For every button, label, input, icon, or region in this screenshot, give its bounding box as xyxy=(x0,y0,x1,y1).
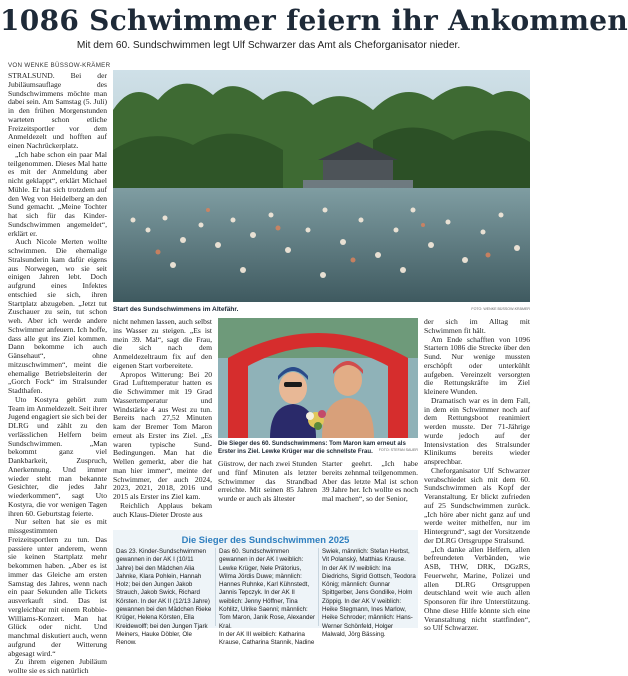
results-column-1: Das 23. Kinder-Sundschwimmen gewannen in der AK I (10/11 Jahre) bei den Mädchen Alia Jahnke, Klara Pohlein, Hannah Holz; bei den Jungen Jakob Strauch, Jakob Swick, Richard Körsten. In der AK II (12/13 Jahre) gewannen bei den Mädchen Rieke Krüger, Helena Körsten, Ella Kreidewolff; bei den Jungen Tjark Meiners, Hauke Döbler, Ole Renow. xyxy=(116,548,212,647)
swim-start-photo xyxy=(113,70,530,302)
paragraph: Reichlich Applaus bekam auch Klaus-Dieter Droste aus xyxy=(113,500,212,519)
paragraph: Zu ihrem eigenen Jubiläum wollte sie es sich natürlich xyxy=(8,657,107,675)
article-column-3 xyxy=(218,460,317,524)
paragraph: nicht nehmen lassen, auch selbst ins Wasser zu steigen. „Es ist mein 39. Mal“, sagt die Frau, die sich nach dem Anmeldezeltraum fix auf den eigenen Start vorbereitete. xyxy=(113,317,212,370)
paragraph: STRALSUND. Bei der Jubiläumsauflage des Sundschwimmens möchte man dabei sein. Am Samstag (5. Juli) in den frühen Morgenstunden warteten schon etliche Freizeitsportler vor dem Anmeldezelt und hofften auf einen Nachrückerplatz. xyxy=(8,71,107,150)
headline: 1086 Schwimmer feiern ihr Ankommen xyxy=(0,4,628,37)
paragraph: Nur selten hat sie es mit missgestimmten Freizeitsportlern zu tun. Das passiere unter anderem, wenn sie keinen Startplatz mehr bekommen haben. „Aber es ist immer das Gleiche am ersten Samstag des Jahres, wenn nach ein paar Sekunden alle Tickets ausverkauft sind. Das ist vergleichbar mit einem Robbie-Williams-Konzert. Man hat Glück oder nicht. Und manchmal diskutiert auch, wenn aufgrund der Witterung abgesagt wird.“ xyxy=(8,517,107,658)
results-title: Die Sieger des Sundschwimmen 2025 xyxy=(181,534,350,545)
byline: VON WENKE BÜSSOW-KRÄMER xyxy=(8,62,111,69)
paragraph: Apropos Witterung: Bei 20 Grad Lufttemperatur hatten es die Schwimmer mit 19 Grad Wassertemperatur und Windstärke 4 aus West zu tun. Bereits nach 27,52 Minuten kam der Bremer Tom Maron erneut als Erster ins Ziel. „Es waren typische Sund-Bedingungen. Man hat die Wellen gemerkt, aber die hat man hier immer“, meinte der Schwimmer, der auch 2024, 2023, 2021, 2018, 2016 und 2015 als Erster ins Ziel kam. xyxy=(113,369,212,501)
paragraph: der sich im Alltag mit Schwimmen fit hält. xyxy=(424,317,530,335)
results-column-2: Das 60. Sundschwimmen gewannen in der AK I weiblich: Lewke Krüger, Nele Prätorius, Wilma Jördis Duwe; männlich: Hannes Ruhnke, Karl Kühnstedt, Jannis Tepczyk. In der AK II weiblich: Jenny Höffner, Tina Kohlitz, Ulrike Saenni; männlich: Tom Maron, Janik Rose, Alexander Kral. In der AK III weiblich: Katharina Krause, Catharina Stannik, Nadine xyxy=(219,548,315,647)
article-column-1 xyxy=(8,71,107,675)
results-column-3: Swiek, männlich: Stefan Herbst, Vit Polanský, Matthias Krause. In der AK IV weiblich: Ina Diedrichs, Sigrid Gottsch, Teodora König; männlich: Gunnar Spittgerber, Jens Gondilke, Holm Zöppig. In der AK V weiblich: Heike Stegmann, Ines Marlow, Heike Schroder; männlich: Hans-Werner Schönfeld, Holger Malwald, Jörg Bässing. xyxy=(322,548,416,638)
paragraph: Dramatisch war es in dem Fall, in dem ein Schwimmer noch auf dem Rettungsboot reanimiert werden musste. Der 71-Jährige wurde jedoch auf der Intensivstation des Stralsunder Klinikums bereits wieder ansprechbar. xyxy=(424,395,530,466)
paragraph: „Ich habe schon ein paar Mal teilgenommen. Dieses Mal hatte es mit der Anmeldung aber nicht geklappt“, erklärt Michael Mühle. Er hat sich trotzdem auf den Weg von Heidelberg an den Sund gemacht. „Meine Tochter hat sich für das Kinder-Sundschwimmen angemeldet“, erklärt er. xyxy=(8,149,107,238)
paragraph: Auch Nicole Merten wollte schwimmen. Die ehemalige Stralsunderin kam dafür eigens aus Norwegen, wo sie seit einigen Jahren lebt. Doch aufgrund eines Infektes entschied sie sich, ihren Startplatz abzugeben. „Jetzt tut Zuschauer zu sein, tut schon weh. Aber ich werde andere Schwimmer anfeuern. Ich hoffe, dass alle gut ins Ziel kommen. Dann bekomme ich auch Gänsehaut“, ohne mitzuschwimmen“, meint die ehemalige Betriebsleiterin der „Gorch Fock“ im Stralsunder Stadthafen. xyxy=(8,237,107,395)
paragraph: „Ich danke allen Helfern, allen befreundeten Verbänden, wie ASB, THW, DRK, DGzRS, Feuerwehr, Marine, Polizei und allen DLRG Ortsgruppen deutschland weit wie auch allen Sponsoren für ihre Unterstützung. Ohne diese Hilfe könnte sich eine Veranstaltung nicht stattfinden“, so Ulf Schwarzer. xyxy=(424,544,530,633)
paragraph: Am Ende schafften von 1096 Startern 1086 die Strecke über den Sund. Nur wenige mussten erschöpft oder unterkühlt aufgeben. Vereinzelt versorgten die Rettungskräfte im Ziel kleinere Wunden. xyxy=(424,334,530,396)
subheadline: Mit dem 60. Sundschwimmen legt Ulf Schwarzer das Amt als Cheforganisator nieder. xyxy=(76,40,461,51)
paragraph: Cheforganisator Ulf Schwarzer verabschiedet sich mit dem 60. Sundschwimmen als Kopf der Veranstaltung. Er blickt zufrieden auf 25 Sundschwimmen zurück. „Ich höre aber nicht ganz auf und werde weiter mithelfen, nur im Hintergrund“, sagt der Vorsitzende der DLRG Ortsgruppe Stralsund. xyxy=(424,465,530,545)
article-column-5 xyxy=(424,317,530,633)
winners-photo xyxy=(218,318,418,438)
article-column-2 xyxy=(113,318,212,528)
photo2-caption: Die Sieger des 60. Sundschwimmens: Tom Maron kam erneut als Erster ins Ziel. Lewke Krüger war die schnellste Frau. xyxy=(218,440,406,455)
photo2-credit: FOTO: STEFAN SAUER xyxy=(378,448,418,452)
photo1-caption: Start des Sundschwimmens im Altefähr. xyxy=(113,306,239,313)
photo1-credit: FOTO: WENKE BÜSSOW-KRÄMER xyxy=(471,307,530,311)
results-box xyxy=(113,530,418,647)
paragraph: Starter geehrt. „Ich habe bereits zehnmal teilgenommen. Aber das letzte Mal ist schon 39 Jahre her. Ich wollte es noch mal machen“, so der Senior, xyxy=(322,459,418,503)
paragraph: Uto Kostyra gehört zum Team im Anmeldezelt. Seit ihrer Jugend engagiert sie sich bei der DLRG und zählt zu den verlässlichen Helfern beim Sundschwimmen. „Man bekommt ganz viel Dankbarkeit, Zuspruch, Anerkennung. Und immer wieder steht man bekannte Gesichter, die jedes Jahr wiederkommen“, sagt Uto Kostyra, die vor wenigen Tagen ihren 60. Geburtstag feierte. xyxy=(8,394,107,518)
paragraph: Güstrow, der nach zwei Stunden und fünf Minuten als letzter Schwimmer das Strandbad erreichte. Mit seinen 85 Jahren wurde er auch als ältester xyxy=(218,459,317,503)
article-column-4 xyxy=(322,460,418,524)
